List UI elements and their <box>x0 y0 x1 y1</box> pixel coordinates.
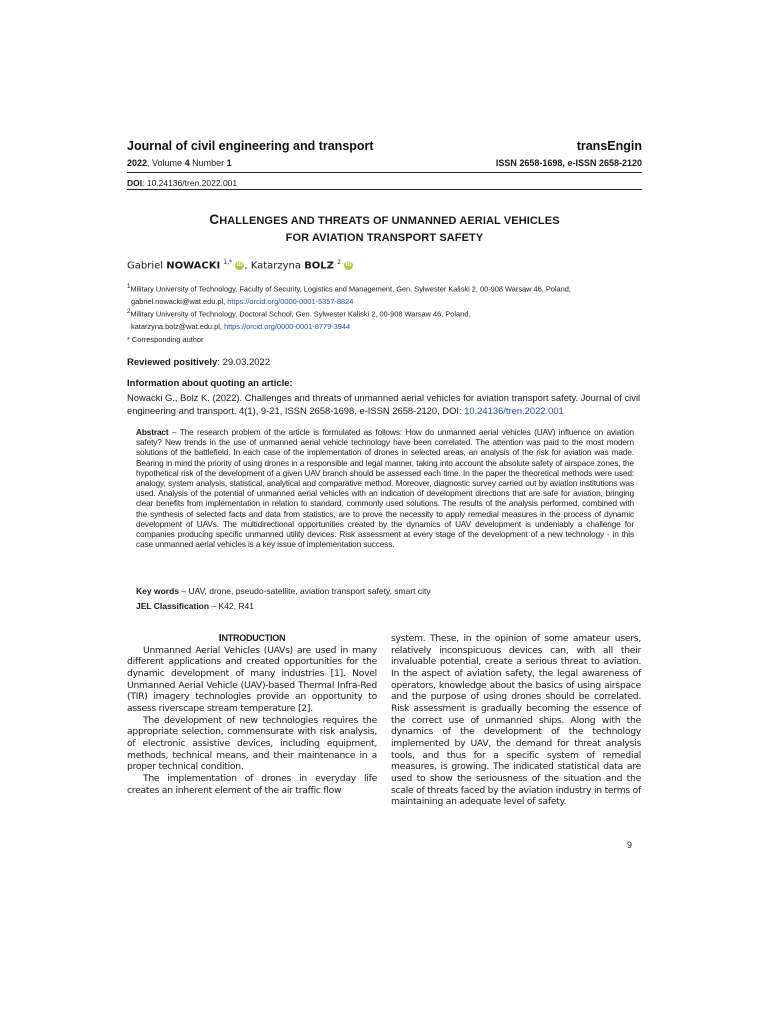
paragraph: system. These, in the opinion of some amateur users, relatively inconspicuous devices can, with all their invaluable potential, create a serious threat to aviation. In the aspect of aviation safety, the legal awareness of operators, knowledge about the basics of using airspace and the purpose of using drones should be correlated. Risk assessment is gradually becoming the essence of the correct use of unmanned ships. Along with the dynamics of the development of the technology implemented by UAV, the demand for threat analysis tools, and thus for a specific system of remedial measures, is growing. The indicated statistical data are used to show the seriousness of the situation and the scale of threats faced by the aviation industry in terms of maintaining an adequate level of safety. <box>391 633 641 808</box>
page-number: 9 <box>627 840 633 850</box>
orcid-link-1[interactable]: https://orcid.org/0000-0001-5357-8824 <box>227 297 354 307</box>
paragraph: Unmanned Aerial Vehicles (UAVs) are used in many different applications and created opportunities for the dynamic development of many industries [1]. Novel Unmanned Aerial Vehicle (UAV)-based Thermal Infra-Red (TIR) imagery technologies provide an opportunity to assess riverscape stream temperature [2]. <box>127 644 377 714</box>
column-right <box>391 633 641 808</box>
reviewed-date: Reviewed positively: 29.03.2022 <box>127 357 271 368</box>
author-list: Gabriel NOWACKI $^{1,*}$ iD , Katarzyna BOLZ $^2$ iD <box>127 259 352 272</box>
corresponding-author: * Corresponding author <box>127 335 204 344</box>
header-rule-bottom <box>127 189 642 190</box>
quoting-text: Nowacki G., Bolz K. (2022). Challenges and threats of unmanned aerial vehicles for aviation transport safety. Journal of civil engineering and transport. 4(1), 9-21, ISSN 2658-1698, e-ISSN 2658-2120, DOI: 10.24136/tren.2022.001 <box>127 392 641 416</box>
paragraph: The implementation of drones in everyday life creates an inherent element of the air traffic flow <box>127 772 377 796</box>
jel-classification: JEL Classification – K42, R41 <box>136 601 254 611</box>
doi-link[interactable]: 10.24136/tren.2022.001 <box>464 405 564 416</box>
column-left <box>127 633 377 796</box>
paragraph: The development of new technologies requires the appropriate selection, commensurate with risk analysis, of electronic assistive devices, including equipment, methods, technical means, and their maintenance in a proper technical condition. <box>127 714 377 773</box>
orcid-icon[interactable]: iD <box>345 261 352 268</box>
orcid-link-2[interactable]: https://orcid.org/0000-0001-8779-3944 <box>223 322 351 332</box>
section-heading: INTRODUCTION <box>218 632 286 644</box>
orcid-icon[interactable]: iD <box>236 261 243 268</box>
quoting-heading: Information about quoting an article: <box>127 378 293 389</box>
doi-line: DOI: 10.24136/tren.2022.001 <box>127 178 238 188</box>
issn: ISSN 2658-1698, e-ISSN 2658-2120 <box>495 158 642 168</box>
affiliation-2: $^2$Military University of Technology, Doctoral School, Gen. Sylwester Kaliski 2, 00-908 Warsaw 46, Poland, katarzyna.bolz@wat.edu.pl, https://orcid.org/0000-0001-8779-3944 <box>127 308 471 332</box>
affiliation-1: $^1$Military University of Technology, Faculty of Security, Logistics and Management, Gen. Sylwester Kaliski 2, 00-908 Warsaw 46, Poland, gabriel.nowacki@wat.edu.pl, https://orcid.org/0000-0001-5357-8824 <box>127 283 571 307</box>
keywords: Key words – UAV, drone, pseudo-satellite, aviation transport safety, smart city <box>136 586 431 596</box>
issue-info <box>127 158 642 168</box>
abstract: Abstract – The research problem of the article is formulated as follows: How do unmanned aerial vehicles (UAV) influence on aviation safety? New trends in the use of unmanned aerial vehicle technology have been correlated. The attention was paid to the most modern solutions of the battlefield. In each case of the implementation of drones in selected areas, an analysis of the risk for aviation was made. Bearing in mind the priority of using drones in a responsible and legal manner, taking into account the absolute safety of airspace zones, the hypothetical risk of the development of a given UAV branch should be assessed each time. In the paper the theoretical methods were used: analogy, system analysis, statistical, analytical and comparative method. Moreover, diagnostic survey carried out by aviation institutions was used. Analysis of the potential of unmanned aerial vehicles with an indication of development directions that are safe for aviation, bringing clear benefits from implementation in relation to standard, commonly used solutions. The results of the analysis performed, combined with the synthesis of selected facts and data from statistics, are to prove the necessity to apply remedial measures in the process of dynamic development of UAVs. The multidirectional opportunities created by the dynamics of UAV development is undeniably a challenge for companies producing specific unmanned utility devices. Risk assessment at every stage of the development of a new technology - in this case unmanned aerial vehicles is a key issue of implementation success. <box>136 428 634 550</box>
journal-header <box>127 139 642 153</box>
journal-brand: transEngin <box>576 139 642 153</box>
journal-name: Journal of civil engineering and transport <box>127 139 374 153</box>
paper-title: CHALLENGES AND THREATS OF UNMANNED AERIAL VEHICLES FOR AVIATION TRANSPORT SAFETY <box>209 212 560 244</box>
volume-info: 2022, Volume 4 Number 1 <box>127 158 232 168</box>
header-rule-top <box>127 172 642 173</box>
